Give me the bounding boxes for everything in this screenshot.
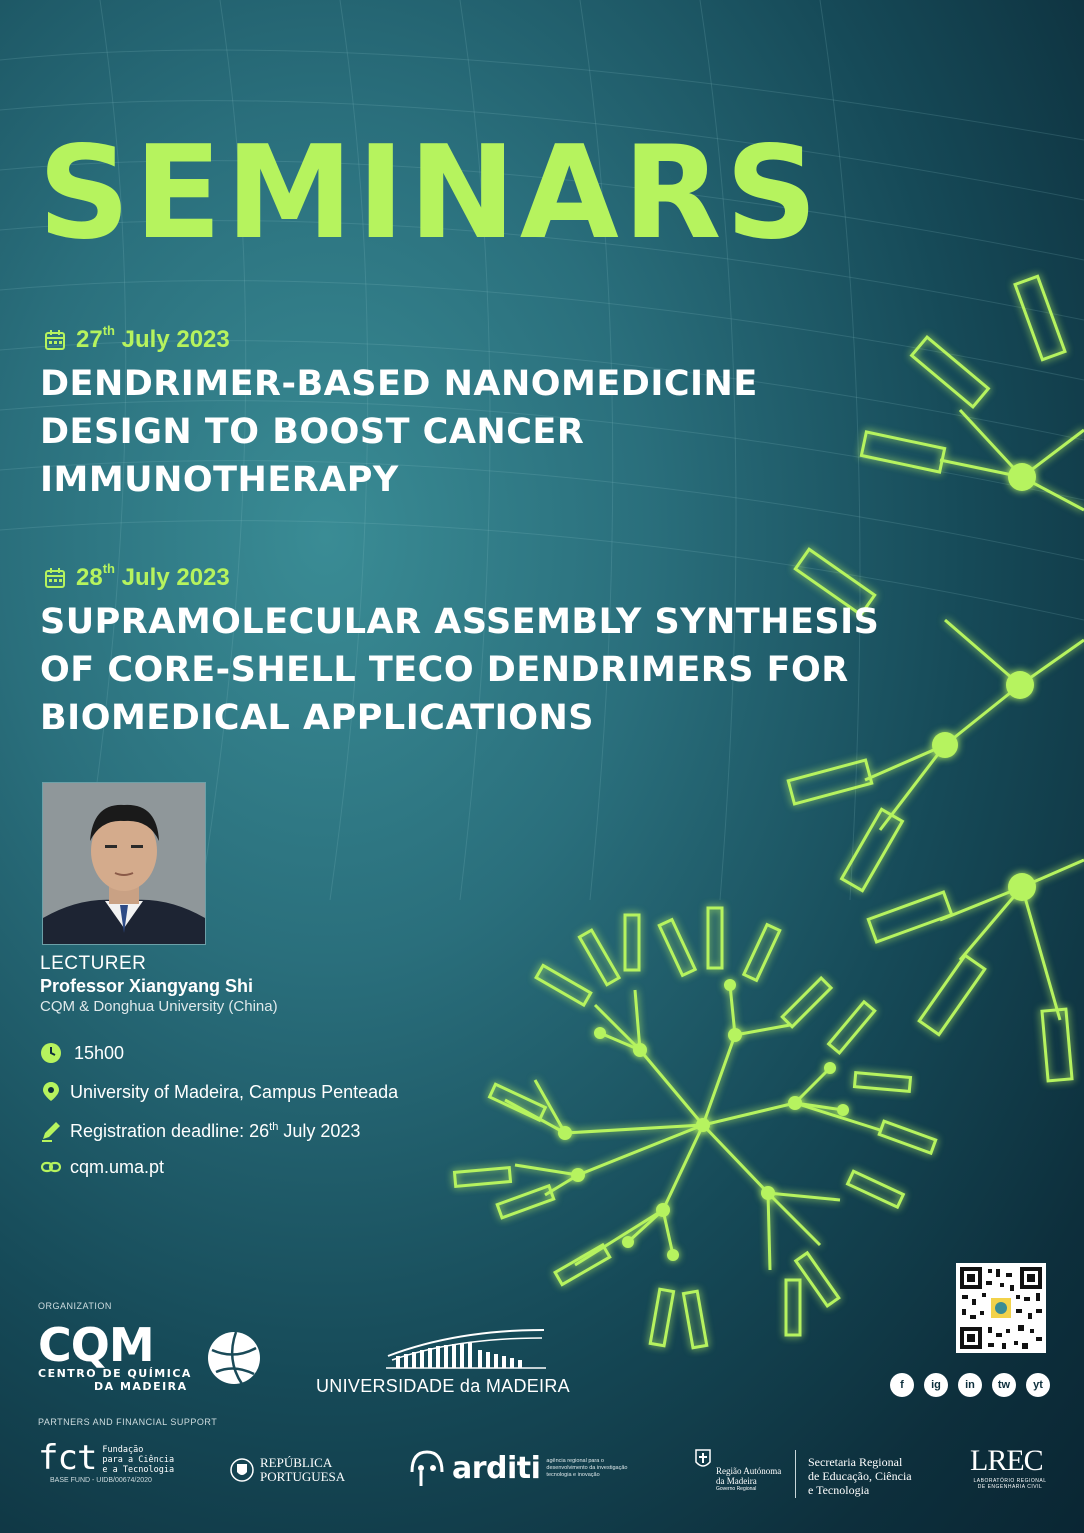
lecturer-photo	[42, 782, 206, 945]
uma-logo	[316, 1326, 570, 1398]
madeira-government-logo	[694, 1448, 781, 1492]
time-row	[40, 1042, 124, 1064]
fct-mark: fct	[38, 1438, 97, 1478]
website-link[interactable]: cqm.uma.pt	[70, 1156, 165, 1177]
portugal-shield-icon	[230, 1456, 254, 1484]
organization-label: ORGANIZATION	[38, 1301, 112, 1311]
cqm-name-line-1: CENTRO DE QUÍMICA	[38, 1367, 192, 1380]
session-1-title: DENDRIMER-BASED NANOMEDICINE DESIGN TO BOOST CANCER IMMUNOTHERAPY	[40, 364, 758, 500]
lrec-logo	[970, 1444, 1050, 1490]
twitter-icon[interactable]: tw	[992, 1373, 1016, 1397]
link-icon	[40, 1156, 62, 1178]
session-1-date-text: 27th July 2023	[76, 323, 230, 353]
instagram-icon[interactable]: ig	[924, 1373, 948, 1397]
registration-row	[40, 1120, 360, 1142]
secretaria-regional-text: Secretaria Regional de Educação, Ciência e Tecnologia	[808, 1455, 912, 1497]
lecturer-label: LECTURER	[40, 953, 147, 974]
location-pin-icon	[40, 1081, 62, 1103]
poster-title: SEMINARS	[38, 119, 822, 268]
cqm-abbr: CQM	[38, 1318, 154, 1372]
uma-building-icon	[386, 1326, 546, 1370]
session-2-date	[44, 561, 230, 592]
social-icons	[890, 1373, 1050, 1397]
fct-logo	[38, 1438, 228, 1484]
cqm-name-line-2: DA MADEIRA	[94, 1380, 188, 1393]
lecturer-affiliation: CQM & Donghua University (China)	[40, 998, 278, 1015]
qr-code[interactable]	[956, 1263, 1046, 1353]
republica-text: REPÚBLICA PORTUGUESA	[260, 1455, 346, 1484]
republica-portuguesa-logo	[230, 1456, 345, 1484]
madeira-shield-icon	[694, 1448, 712, 1472]
partners-label: PARTNERS AND FINANCIAL SUPPORT	[38, 1417, 218, 1427]
session-2-title: SUPRAMOLECULAR ASSEMBLY SYNTHESIS OF CORE-SHELL TECO DENDRIMERS FOR BIOMEDICAL APPLICATIONS	[40, 602, 880, 738]
time-text: 15h00	[74, 1042, 125, 1063]
session-2-date-text: 28th July 2023	[76, 561, 230, 591]
arditi-name: arditi	[452, 1450, 541, 1486]
facebook-icon[interactable]: f	[890, 1373, 914, 1397]
arditi-text: agência regional para o desenvolvimento da investigação tecnologia e inovação	[546, 1457, 628, 1478]
clock-icon	[40, 1042, 62, 1064]
lrec-mark: LREC	[970, 1444, 1043, 1477]
fct-text: Fundação para a Ciência e a Tecnologia	[102, 1445, 175, 1475]
lrec-text: LABORATÓRIO REGIONAL DE ENGENHARIA CIVIL	[973, 1478, 1047, 1490]
pencil-icon	[40, 1120, 62, 1142]
linkedin-icon[interactable]: in	[958, 1373, 982, 1397]
youtube-icon[interactable]: yt	[1026, 1373, 1050, 1397]
cqm-logo	[38, 1318, 268, 1400]
arditi-symbol-icon	[408, 1448, 446, 1488]
partner-divider	[795, 1450, 796, 1498]
arditi-logo	[408, 1448, 627, 1488]
calendar-icon	[44, 567, 66, 589]
fct-base-fund: BASE FUND - UIDB/00674/2020	[50, 1477, 152, 1484]
cqm-globe-icon	[206, 1320, 262, 1396]
location-text: University of Madeira, Campus Penteada	[70, 1081, 399, 1102]
session-1-date	[44, 323, 230, 354]
location-row	[40, 1081, 398, 1103]
website-row[interactable]	[40, 1156, 164, 1178]
madeira-text: Região Autónoma da Madeira Governo Regional	[716, 1466, 782, 1492]
lecturer-name: Professor Xiangyang Shi	[40, 976, 254, 996]
calendar-icon	[44, 329, 66, 351]
uma-name: UNIVERSIDADE da MADEIRA	[316, 1376, 570, 1396]
registration-text: Registration deadline: 26th July 2023	[70, 1120, 361, 1141]
